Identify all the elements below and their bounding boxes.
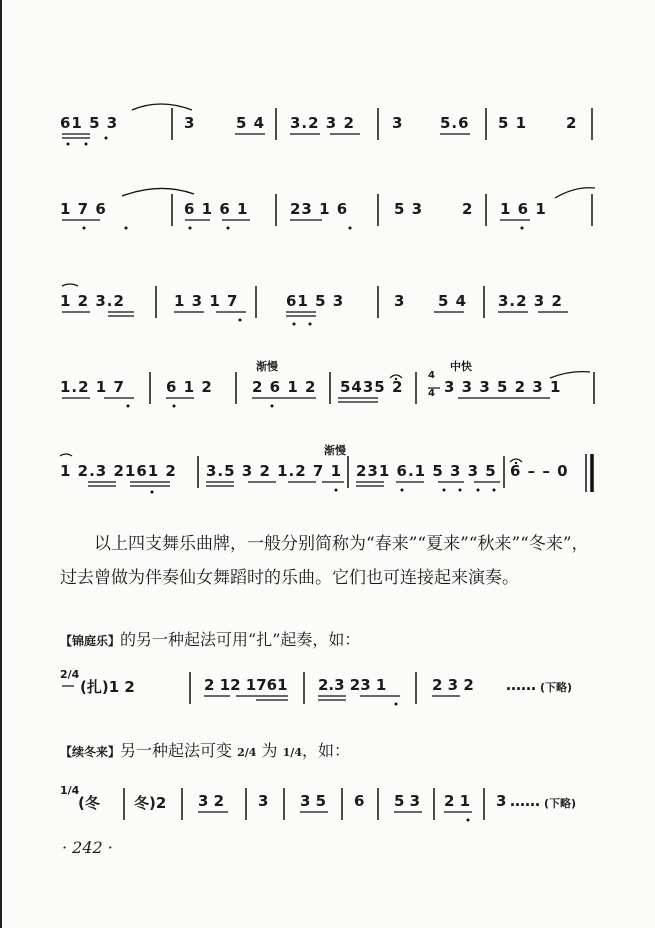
notes-group: 5 3	[394, 792, 421, 810]
example1-tag: 【锦庭乐】	[60, 634, 121, 648]
notes-group: 61 5 3	[60, 114, 119, 132]
tempo-marking: 渐慢	[324, 444, 346, 457]
example1-caption	[60, 627, 360, 650]
notes-group: 冬)2	[134, 794, 167, 812]
score-line-5	[60, 444, 605, 508]
omitted-note: (下略)	[540, 681, 573, 694]
notes-group: 2 12 1761	[204, 676, 288, 694]
body-paragraph: 以上四支舞乐曲牌，一般分别简称为“春来”“夏来”“秋来”“冬来”，过去曾做为伴奏仙女舞蹈时的乐曲。它们也可连接起来演奏。	[60, 534, 589, 588]
time-signature: 2/4	[60, 668, 80, 681]
notes-group: 3	[394, 292, 406, 310]
example2-tag: 【续冬来】	[60, 745, 121, 759]
notes-group: 1 2 3.2	[60, 292, 125, 310]
notes-group: 2.3 23 1	[318, 676, 387, 694]
notes-group: 2	[566, 114, 578, 132]
notes-group: 2 3 2	[432, 676, 474, 694]
notes-group: 1 2.3 2161 2	[60, 462, 177, 480]
notes-group: 2 6 1 2	[252, 378, 317, 396]
example2-caption-a: 另一种起法可变	[120, 741, 233, 760]
notes-group: 5 4	[438, 292, 468, 310]
time-signature-inline: 2/4	[237, 746, 257, 759]
notes-group: 6 1 6 1	[184, 200, 249, 218]
notes-group: 1 7 6	[60, 200, 107, 218]
example2-caption	[60, 738, 350, 761]
notes-group: 6 1 2	[166, 378, 213, 396]
time-signature-top: 4	[428, 370, 436, 381]
notes-group: 23 1 6	[290, 200, 349, 218]
notes-group: 3.2 3 2	[290, 114, 355, 132]
notes-group: 3 2	[198, 792, 225, 810]
notes-group: 1 6 1	[500, 200, 547, 218]
notes-group: 5 4	[236, 114, 266, 132]
example1-caption-text: 的另一种起法可用“扎”起奏，如：	[120, 630, 361, 649]
score-line-4	[60, 360, 605, 424]
score-line-1	[60, 100, 605, 160]
notes-group: 5.6	[440, 114, 470, 132]
ellipsis: ……	[506, 676, 536, 694]
omitted-note: (下略)	[544, 797, 577, 810]
notes-group: 5 1	[498, 114, 528, 132]
notes-group: 6	[354, 792, 365, 810]
notes-group: 3	[392, 114, 404, 132]
example2-caption-b: 为	[261, 741, 278, 760]
notes-group: (冬	[78, 794, 100, 812]
notes-group: 1.2 1 7	[60, 378, 125, 396]
tempo-marking: 渐慢	[256, 360, 278, 373]
notes-group: 3	[258, 792, 269, 810]
tempo-marking: 中快	[450, 360, 472, 373]
time-signature-bottom: 4	[428, 388, 436, 399]
notes-group: 3 3 3 5 2 3 1	[444, 378, 562, 396]
notes-group: 5435 2	[340, 378, 404, 396]
notes-group: 61 5 3	[286, 292, 345, 310]
notes-group: 3 5	[300, 792, 327, 810]
page-edge	[0, 0, 2, 928]
notes-group: (扎)1 2	[80, 678, 135, 696]
score-line-2	[60, 186, 605, 246]
notes-group: 3	[496, 792, 507, 810]
time-signature-inline: 1/4	[282, 746, 302, 759]
time-signature: 1/4	[60, 784, 80, 797]
notes-group: 3.2 3 2	[498, 292, 563, 310]
score-line-3	[60, 278, 605, 338]
notes-group: 6 – – 0	[510, 462, 569, 480]
notes-group: 1 3 1 7	[174, 292, 239, 310]
notes-group: 2	[462, 200, 474, 218]
ellipsis: ……	[510, 792, 540, 810]
notes-group: 231 6.1 5 3 3 5	[356, 462, 497, 480]
example1-notation	[60, 664, 600, 714]
example2-notation	[60, 780, 600, 830]
example2-caption-c: ，如：	[301, 741, 350, 760]
notes-group: 5 3	[394, 200, 424, 218]
notes-group: 2 1	[444, 792, 471, 810]
notes-group: 3.5 3 2 1.2 7 1	[206, 462, 343, 480]
page-number: · 242 ·	[62, 838, 113, 857]
notes-group: 3	[184, 114, 196, 132]
